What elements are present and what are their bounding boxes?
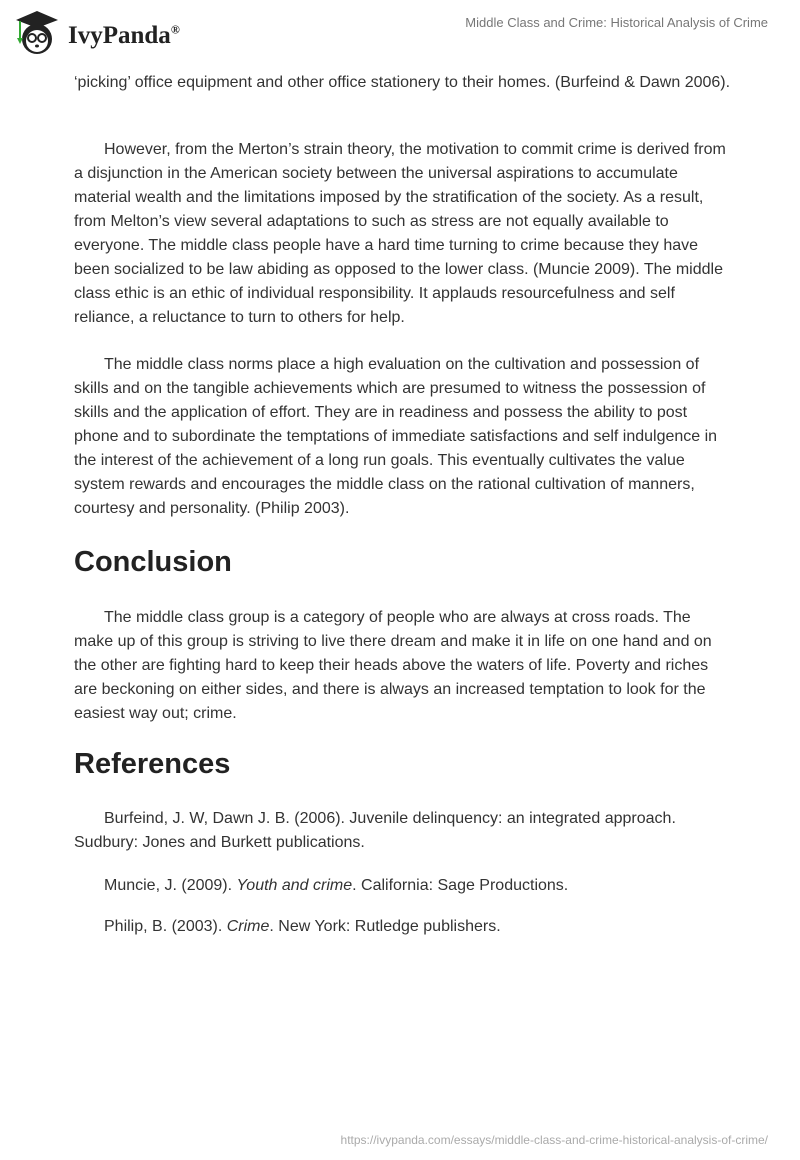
paragraph: However, from the Merton’s strain theory, the motivation to commit crime is derived from a disjunction in the American society between the universal aspirations to accumulate material wealth and the limitations imposed by the stratification of the society. As a result, from Melton’s view several adaptations to such as stress are not equally available to everyone. The middle class people have a hard time turning to crime because they have been socialized to be law abiding as opposed to the lower class. (Muncie 2009). The middle class ethic is an ethic of individual responsibility. It applauds resourcefulness and self reliance, a reluctance to turn to others for help. — [74, 141, 726, 326]
ivypanda-logo[interactable] — [12, 8, 180, 56]
reference-item: Burfeind, J. W, Dawn J. B. (2006). Juvenile delinquency: an integrated approach. Sudbury: Jones and Burkett publications. — [74, 810, 676, 851]
conclusion-heading: Conclusion — [74, 546, 232, 578]
paragraph: ‘picking’ office equipment and other office stationery to their homes. (Burfeind & Dawn 2006). — [74, 74, 731, 91]
references-heading: References — [74, 748, 231, 780]
document-title: Middle Class and Crime: Historical Analysis of Crime — [465, 15, 768, 30]
logo-text: IvyPanda® — [68, 22, 180, 49]
reference-item: Philip, B. (2003). Crime. New York: Rutledge publishers. — [104, 918, 501, 935]
paragraph: The middle class norms place a high evaluation on the cultivation and possession of skills and on the tangible achievements which are presumed to witness the possession of skills and the application of effort. They are in readiness and possess the ability to post phone and to subordinate the temptations of immediate satisfactions and self indulgence in the interest of the achievement of a long run goals. This eventually cultivates the value system rewards and encourages the middle class on the rational cultivation of manners, courtesy and personality. (Philip 2003). — [74, 356, 718, 517]
source-url[interactable]: https://ivypanda.com/essays/middle-class-and-crime-historical-analysis-of-crime/ — [340, 1133, 768, 1147]
reference-item: Muncie, J. (2009). Youth and crime. California: Sage Productions. — [104, 877, 569, 894]
panda-graduate-icon — [12, 8, 62, 56]
paragraph: The middle class group is a category of people who are always at cross roads. The make up of this group is striving to live there dream and make it in life on one hand and on the other are fighting hard to keep their heads above the waters of life. Poverty and riches are beckoning on either sides, and there is always an increased temptation to look for the easiest way out; crime. — [74, 609, 712, 722]
